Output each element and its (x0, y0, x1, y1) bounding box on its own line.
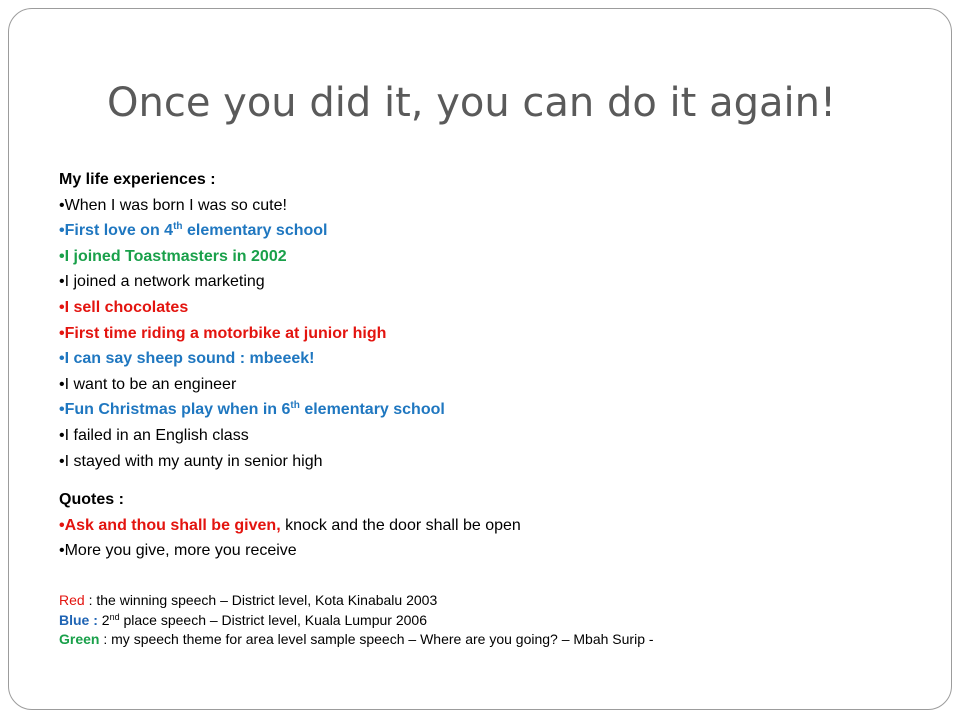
experience-item: •I joined a network marketing (59, 273, 265, 291)
quote-item: •More you give, more you receive (59, 542, 297, 560)
legend-green: Green : my speech theme for area level sample speech – Where are you going? – Mbah Surip - (59, 631, 654, 647)
experience-item: •I stayed with my aunty in senior high (59, 452, 323, 470)
quote-item: •Ask and thou shall be given, knock and the door shall be open (59, 516, 521, 534)
experience-item: •I failed in an English class (59, 426, 249, 444)
legend-blue: Blue : 2nd place speech – District level, Kuala Lumpur 2006 (59, 611, 427, 628)
experience-item: •I sell chocolates (59, 298, 189, 316)
legend-green-key: Green (59, 631, 100, 647)
experience-item: •I joined Toastmasters in 2002 (59, 247, 287, 265)
experience-item: •I can say sheep sound : mbeeek! (59, 350, 315, 368)
experience-item: •First love on 4th elementary school (59, 221, 328, 240)
experiences-heading: My life experiences : (59, 171, 216, 188)
experience-item: •First time riding a motorbike at junior high (59, 324, 387, 342)
slide-title: Once you did it, you can do it again! (107, 80, 836, 126)
legend-blue-key: Blue : (59, 611, 98, 628)
experience-item: •I want to be an engineer (59, 375, 237, 393)
quotes-block (59, 487, 521, 564)
legend-red-key: Red (59, 592, 85, 608)
experience-item: •Fun Christmas play when in 6th elementary school (59, 400, 445, 419)
legend-red: Red : the winning speech – District level, Kota Kinabalu 2003 (59, 592, 438, 608)
quote-highlight: •Ask and thou shall be given, (59, 516, 281, 534)
quotes-heading: Quotes : (59, 491, 124, 508)
experience-item: •When I was born I was so cute! (59, 196, 287, 214)
color-legend (59, 591, 654, 650)
experiences-block (59, 167, 445, 474)
